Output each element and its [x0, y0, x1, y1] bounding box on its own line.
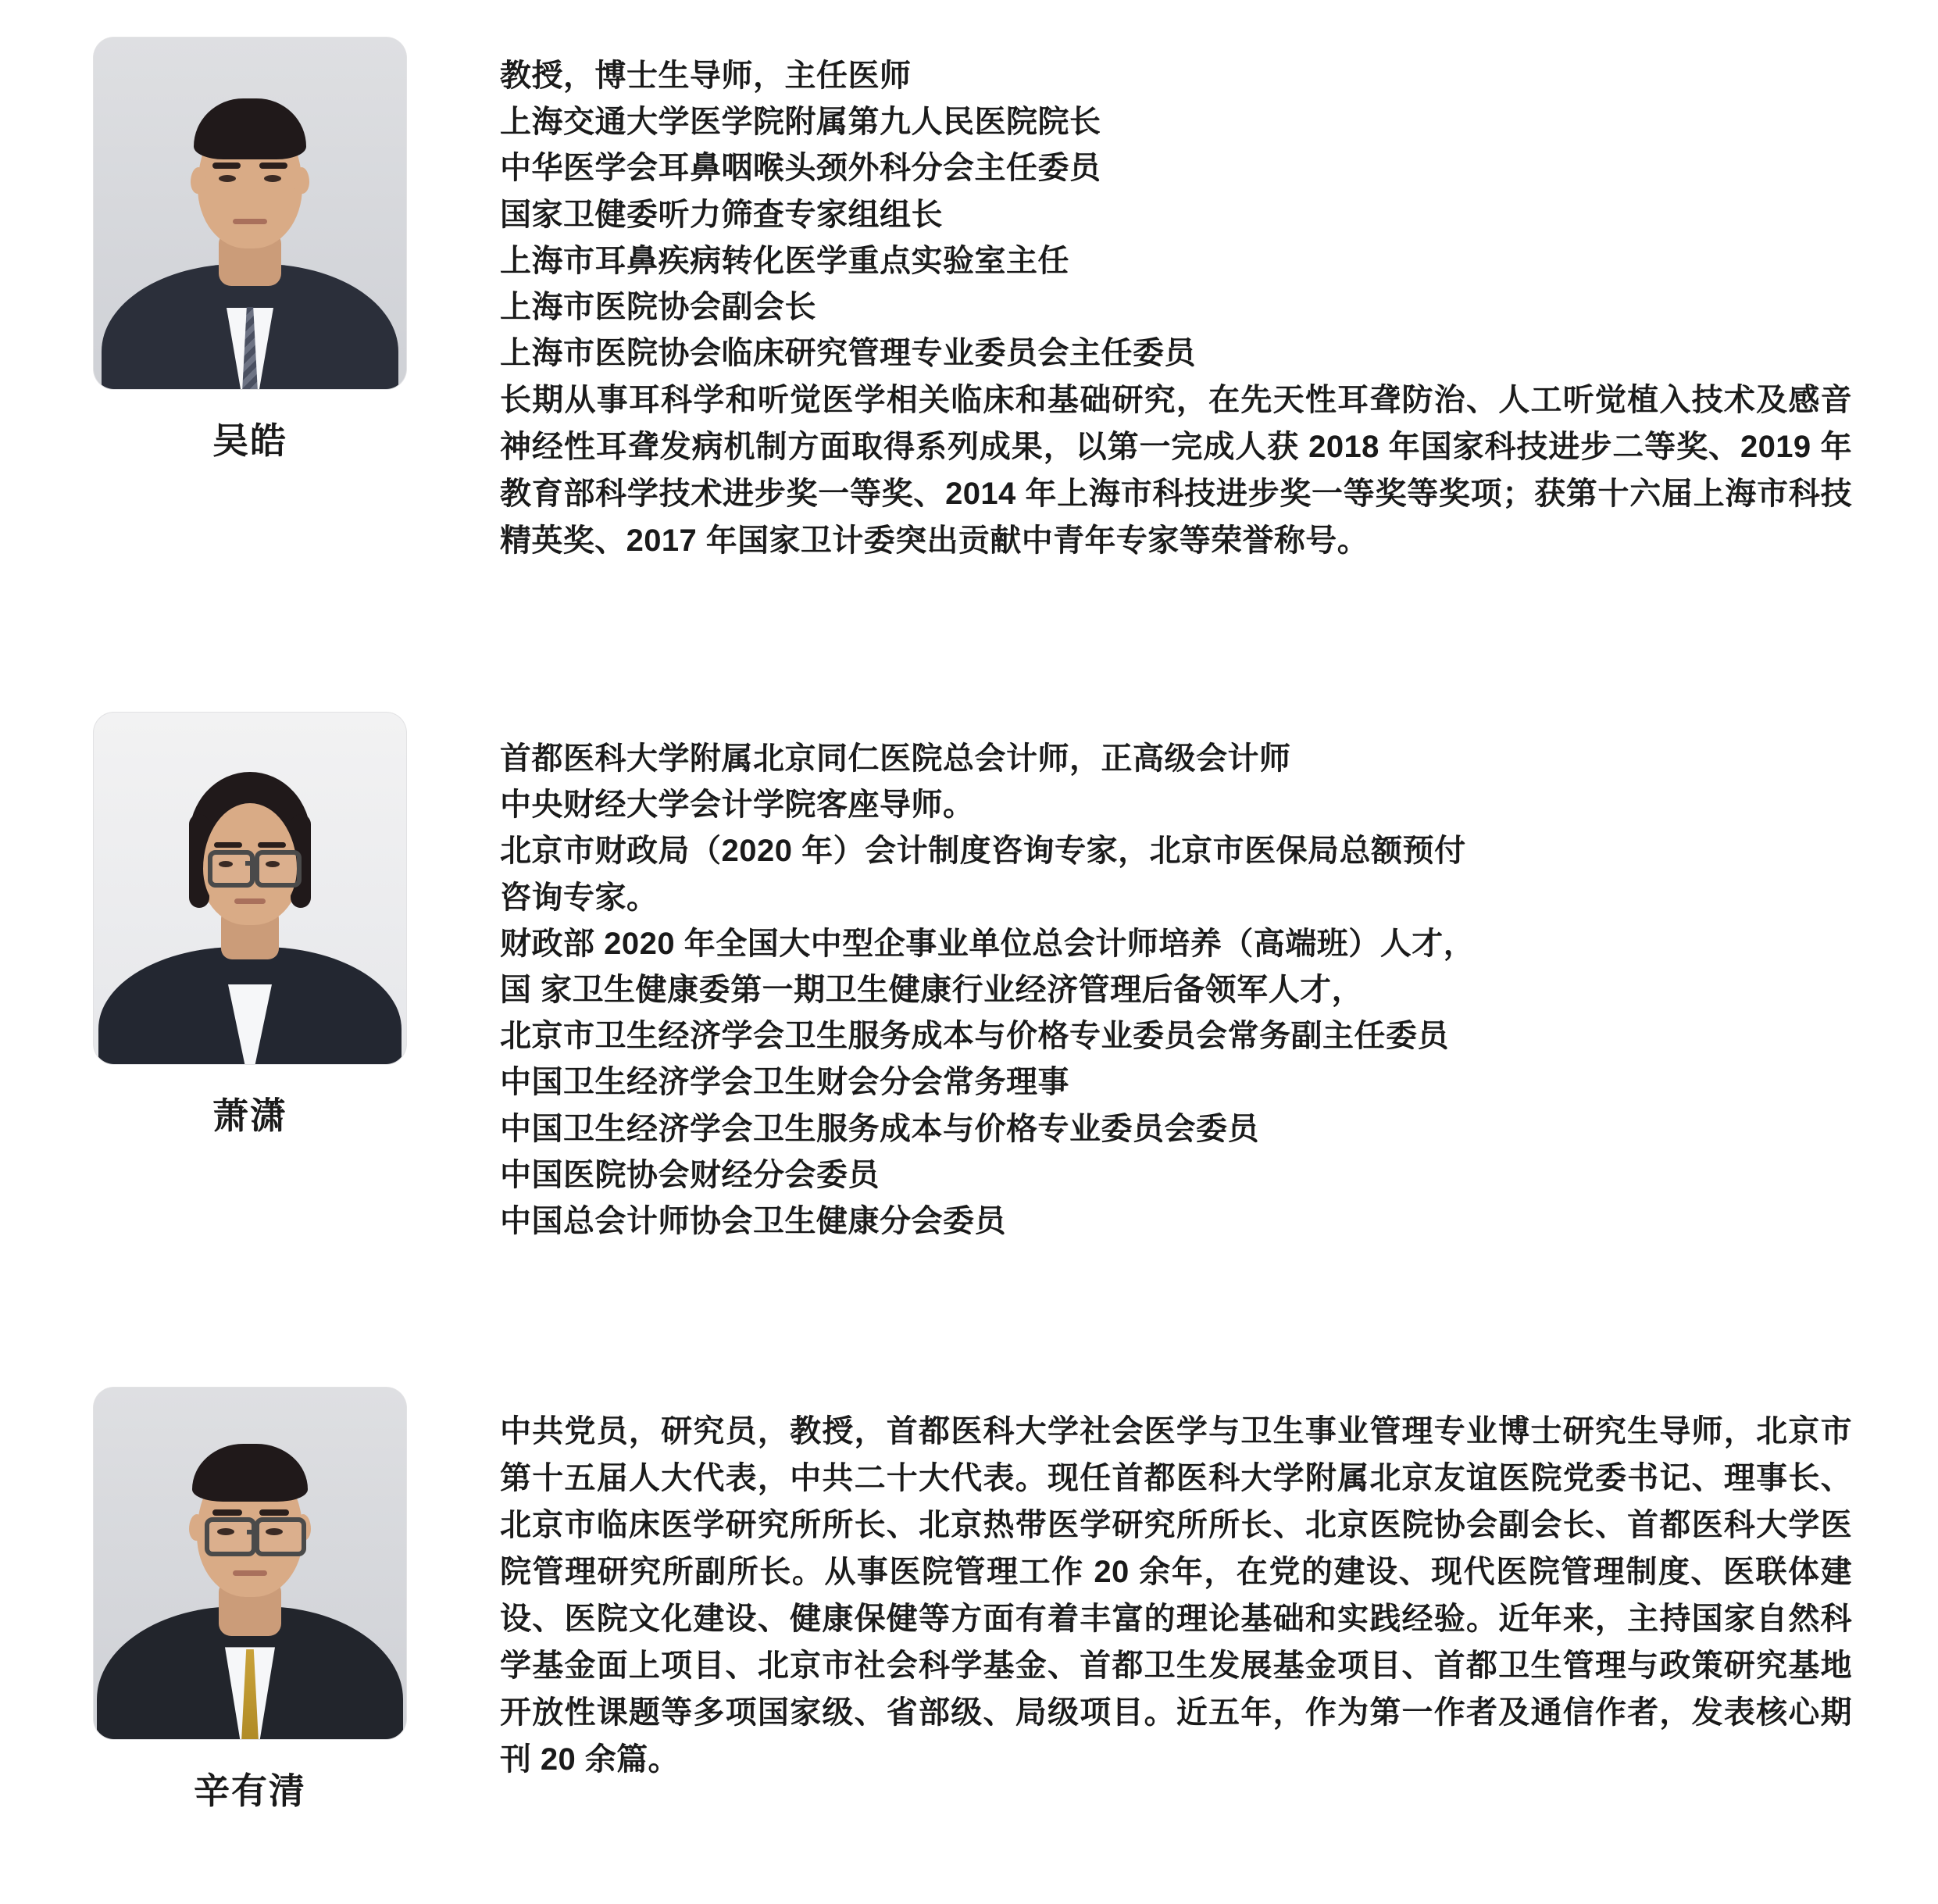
portrait-illustration: [94, 38, 406, 389]
eyeglasses-left-lens: [208, 850, 255, 888]
bio-line: 中国医院协会财经分会委员: [500, 1157, 880, 1192]
bio-line: 上海市耳鼻疾病转化医学重点实验室主任: [500, 243, 1069, 278]
bio-line: 中国总会计师协会卫生健康分会委员: [500, 1203, 1006, 1238]
bio-line: 上海市医院协会临床研究管理专业委员会主任委员: [500, 336, 1196, 371]
bio-line: 中国卫生经济学会卫生服务成本与价格专业委员会委员: [500, 1111, 1259, 1146]
bio-line: 上海交通大学医学院附属第九人民医院院长: [500, 105, 1101, 140]
portrait-illustration: [94, 1388, 406, 1739]
ear-right: [294, 167, 309, 194]
eye-left: [219, 861, 233, 867]
mouth-shape: [233, 219, 267, 224]
speaker-photo-column: [0, 38, 500, 464]
hair-shape: [194, 98, 306, 159]
speaker-bio-column: [500, 713, 1938, 1245]
speaker-name: 吴皓: [212, 420, 287, 461]
speaker-bio-column: [500, 38, 1938, 564]
mouth-shape: [234, 898, 266, 904]
eyeglasses-right-lens: [255, 850, 302, 888]
eye-right: [266, 1528, 283, 1535]
eyebrow-right: [259, 1509, 289, 1516]
speaker-profile: [0, 38, 1938, 564]
bio-line: 财政部 2020 年全国大中型企事业单位总会计师培养（高端班）人才，: [500, 926, 1476, 961]
ear-left: [191, 167, 206, 194]
eyeglasses-bridge: [245, 861, 255, 866]
bio-line: 国家卫健委听力筛查专家组组长: [500, 197, 943, 232]
speaker-profile: [0, 1388, 1938, 1814]
bio-line: 中华医学会耳鼻咽喉头颈外科分会主任委员: [500, 151, 1101, 186]
eyeglasses-left-lens: [205, 1517, 256, 1556]
bio-line: 教授，博士生导师，主任医师: [500, 59, 912, 93]
ear-left: [189, 1514, 205, 1541]
mouth-shape: [233, 1570, 267, 1576]
eye-left: [219, 175, 236, 182]
hair-shape: [192, 1444, 308, 1502]
eyebrow-left: [212, 1509, 242, 1516]
bio-line: 上海市医院协会副会长: [500, 289, 816, 324]
speaker-photo-column: [0, 1388, 500, 1814]
speaker-name: 辛有清: [194, 1770, 306, 1811]
bio-line: 中国卫生经济学会卫生财会分会常务理事: [500, 1065, 1069, 1100]
speaker-name: 萧潇: [212, 1095, 287, 1136]
bio-paragraph: 长期从事耳科学和听觉医学相关临床和基础研究，在先天性耳聋防治、人工听觉植入技术及感音神经性耳聋发病机制方面取得系列成果，以第一完成人获 2018 年国家科技进步二等奖、2019 年教育部科学技术进步奖一等奖、2014 年上海市科技进步奖一等奖等奖项；获第十六届上海市科技精英奖、2017 年国家卫计委突出贡献中青年专家等荣誉称号。: [500, 383, 1852, 559]
speaker-photo-column: [0, 713, 500, 1139]
eyeglasses-bridge: [247, 1530, 255, 1534]
bio-line: 咨询专家。: [500, 880, 658, 915]
speaker-portrait-photo: [94, 713, 406, 1064]
bio-line: 首都医科大学附属北京同仁医院总会计师，正高级会计师: [500, 741, 1291, 776]
speaker-profile: [0, 713, 1938, 1245]
eyeglasses-right-lens: [255, 1517, 306, 1556]
portrait-illustration: [94, 713, 406, 1064]
speaker-portrait-photo: [94, 38, 406, 389]
bio-paragraph: 中共党员，研究员，教授，首都医科大学社会医学与卫生事业管理专业博士研究生导师，北京市第十五届人大代表，中共二十大代表。现任首都医科大学附属北京友谊医院党委书记、理事长、北京市临床医学研究所所长、北京热带医学研究所所长、北京医院协会副会长、首都医科大学医院管理研究所副所长。从事医院管理工作 20 余年，在党的建设、现代医院管理制度、医联体建设、医院文化建设、健康保健等方面有着丰富的理论基础和实践经验。近年来，主持国家自然科学基金面上项目、北京市社会科学基金、首都卫生发展基金项目、首都卫生管理与政策研究基地开放性课题等多项国家级、省部级、局级项目。近五年，作为第一作者及通信作者，发表核心期刊 20 余篇。: [500, 1414, 1852, 1777]
eyebrow-left: [212, 163, 241, 169]
eye-right: [266, 861, 280, 867]
speaker-bio-column: [500, 1388, 1938, 1783]
speaker-portrait-photo: [94, 1388, 406, 1739]
eyebrow-right: [258, 842, 286, 848]
eye-left: [217, 1528, 234, 1535]
bio-line: 中央财经大学会计学院客座导师。: [500, 788, 975, 823]
eyebrow-right: [259, 163, 287, 169]
eyebrow-left: [214, 842, 242, 848]
eye-right: [264, 175, 281, 182]
bio-line: 北京市财政局（2020 年）会计制度咨询专家，北京市医保局总额预付: [500, 834, 1466, 869]
bio-line: 国 家卫生健康委第一期卫生健康行业经济管理后备领军人才，: [500, 972, 1364, 1007]
bio-line: 北京市卫生经济学会卫生服务成本与价格专业委员会常务副主任委员: [500, 1019, 1449, 1054]
